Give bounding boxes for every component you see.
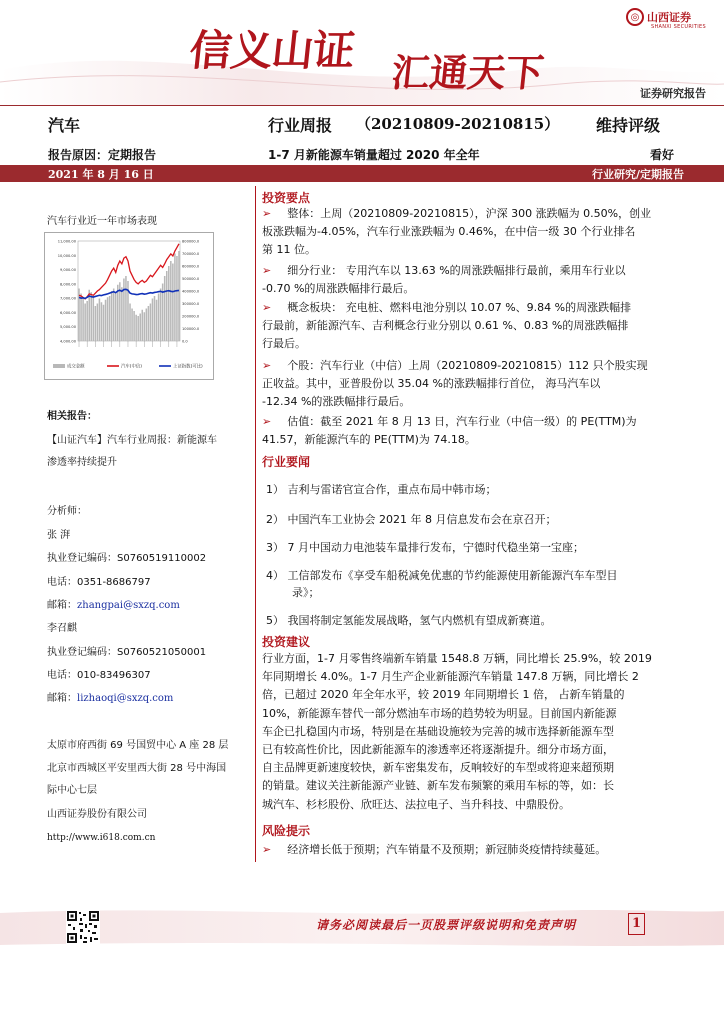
highlight-valuation-line-1: 估值：截至 2021 年 8 月 13 日，汽车行业（中信一级）的 PE(TTM)为 xyxy=(287,415,637,428)
left-axis-tick-label: 7,000.00 xyxy=(59,296,76,301)
news-item-1: 1） 吉利与雷诺官宣合作，重点布局中韩市场； xyxy=(266,483,497,496)
report-category-tag: 行业研究/定期报告 xyxy=(591,168,684,181)
company-website-link[interactable]: http://www.i618.com.cn xyxy=(47,833,156,843)
left-axis-tick-label: 10,000.00 xyxy=(57,253,76,258)
volume-bar xyxy=(93,296,95,341)
company-name-en: SHANXI SECURITIES xyxy=(651,24,706,30)
right-axis-tick-label: 300000.0 xyxy=(182,302,200,306)
right-axis-tick-label: 0.0 xyxy=(182,339,188,344)
analyst1-tel: 电话：0351-8686797 xyxy=(47,577,151,588)
highlight-valuation xyxy=(262,413,690,449)
volume-bar xyxy=(133,311,135,341)
slogan-right: 汇通天下 xyxy=(389,50,547,95)
related-report-link-2[interactable]: 渗透率持续提升 xyxy=(47,457,117,468)
highlight-overall xyxy=(262,205,690,259)
rating: 维持评级 xyxy=(596,116,661,135)
analyst1-name: 张 湃 xyxy=(47,530,71,541)
volume-bar xyxy=(97,304,99,342)
analyst1-reg: 执业登记编码：S0760519110002 xyxy=(47,553,207,564)
rating-view: 看好 xyxy=(650,148,675,162)
volume-bar xyxy=(154,296,156,341)
company-name: 山西证券 xyxy=(647,10,691,24)
highlight-stocks-line-3: -12.34 %的涨跌幅排行最后。 xyxy=(262,395,411,408)
volume-bar xyxy=(99,299,101,342)
section-advice-title: 投资建议 xyxy=(262,635,311,649)
analyst2-tel: 电话：010-83496307 xyxy=(47,670,151,681)
company-full-name: 山西证券股份有限公司 xyxy=(47,809,147,820)
report-category: 证券研究报告 xyxy=(640,87,706,100)
related-label: 相关报告： xyxy=(47,411,97,422)
advice-line-5: 车企已扎稳国内市场，特别是在基础设施较为完善的城市选择新能源车型 xyxy=(262,724,614,738)
bullet-icon: ➢ xyxy=(262,301,272,314)
volume-bar xyxy=(174,254,176,342)
left-axis-tick-label: 9,000.00 xyxy=(59,268,76,273)
advice-line-2: 年同期增长 4.0%。1-7 月生产企业新能源汽车销量 147.8 万辆，同比增长 2 xyxy=(262,670,639,684)
bullet-icon: ➢ xyxy=(262,264,272,277)
analyst2-email-label: 邮箱： xyxy=(47,693,77,704)
volume-bar xyxy=(139,314,141,342)
news-item-4-line-2: 录》； xyxy=(292,586,320,599)
volume-bar xyxy=(166,271,168,341)
news-item-3: 3） 7 月中国动力电池装车量排行发布，宁德时代稳坐第一宝座； xyxy=(266,541,584,554)
analyst1-email-link[interactable]: zhangpai@sxzq.com xyxy=(77,600,180,611)
volume-bar xyxy=(144,312,146,341)
volume-bar xyxy=(172,264,174,342)
column-divider xyxy=(255,186,256,862)
volume-bar xyxy=(107,297,109,341)
qr-code-icon xyxy=(66,910,100,944)
page-number: 1 xyxy=(628,913,645,935)
right-axis-tick-label: 200000.0 xyxy=(182,314,200,319)
bullet-icon: ➢ xyxy=(262,843,272,856)
volume-bar xyxy=(125,276,127,341)
highlight-concept-line-3: 行最后。 xyxy=(262,337,306,350)
advice-line-6: 已有较高性价比，因此新能源车的渗透率还将逐渐提升。细分市场方面， xyxy=(262,743,614,757)
analyst-label: 分析师： xyxy=(47,506,87,517)
address-beijing-1: 北京市西城区平安里西大街 28 号中海国 xyxy=(47,763,227,774)
legend-label: 成交金额 xyxy=(67,364,85,370)
volume-bar xyxy=(135,315,137,341)
legend-label: 汽车(中信) xyxy=(121,364,142,370)
volume-bar xyxy=(168,266,170,341)
volume-bar xyxy=(84,304,86,342)
volume-bar xyxy=(158,294,160,342)
risk-item xyxy=(262,841,690,859)
footer-disclaimer: 请务必阅读最后一页股票评级说明和免责声明 xyxy=(316,918,577,932)
volume-bar xyxy=(111,291,113,341)
date-bar xyxy=(0,165,724,182)
right-axis-tick-label: 800000.0 xyxy=(182,239,200,244)
analyst2-email-row xyxy=(47,692,173,706)
highlight-concept-line-2: 行最前，新能源汽车、吉利概念行业分别以 0.61 %、0.83 %的周涨跌幅排 xyxy=(262,319,629,332)
volume-bar xyxy=(103,305,105,341)
advice-line-7: 自主品牌更新速度较快，新车密集发布，反响较好的车型或将迎来超预期 xyxy=(262,761,614,775)
volume-bar xyxy=(141,310,143,341)
header-banner xyxy=(0,0,724,106)
advice-line-4: 10%，新能源车替代一部分燃油车市场的趋势较为明显。目前国内新能源 xyxy=(262,706,617,720)
highlight-overall-line-2: 板涨跌幅为-4.05%，汽车行业涨跌幅为 0.46%，在中信一级 30 个行业排名 xyxy=(262,225,636,238)
bullet-icon: ➢ xyxy=(262,415,272,428)
report-reason: 报告原因：定期报告 xyxy=(48,148,157,162)
report-period: （20210809-20210815） xyxy=(356,115,560,133)
analyst2-name: 李召麒 xyxy=(47,623,77,634)
volume-bar xyxy=(131,309,133,342)
left-axis-tick-label: 5,000.00 xyxy=(59,325,76,330)
volume-bar xyxy=(156,300,158,341)
volume-bar xyxy=(90,292,92,341)
analyst2-reg: 执业登记编码：S0760521050001 xyxy=(47,647,207,658)
slogan-left: 信义山证 xyxy=(187,26,357,75)
related-report-link-1[interactable]: 【山证汽车】汽车行业周报：新能源车 xyxy=(47,435,217,446)
highlight-concept xyxy=(262,299,690,353)
market-chart-svg xyxy=(45,233,213,379)
highlight-stocks xyxy=(262,357,690,411)
address-taiyuan: 太原市府西街 69 号国贸中心 A 座 28 层 xyxy=(47,740,229,751)
highlight-segment xyxy=(262,262,690,298)
left-axis-tick-label: 6,000.00 xyxy=(59,310,76,315)
legend-label: 上证指数(可比) xyxy=(173,364,203,370)
volume-bar xyxy=(113,289,115,342)
volume-bar xyxy=(178,251,180,341)
right-axis-tick-label: 600000.0 xyxy=(182,264,200,269)
bullet-icon: ➢ xyxy=(262,207,272,220)
chart-title: 汽车行业近一年市场表现 xyxy=(47,216,157,227)
volume-bar xyxy=(95,306,97,341)
report-date: 2021 年 8 月 16 日 xyxy=(48,168,154,181)
highlight-stocks-line-2: 正收益。其中，亚普股份以 35.04 %的涨跌幅排行首位， 海马汽车以 xyxy=(262,377,601,390)
news-item-4 xyxy=(266,567,686,601)
right-axis-tick-label: 400000.0 xyxy=(182,289,200,294)
highlight-valuation-line-2: 41.57，新能源汽车的 PE(TTM)为 74.18。 xyxy=(262,433,476,446)
section-highlights-title: 投资要点 xyxy=(262,191,311,205)
volume-bar xyxy=(129,304,131,342)
news-item-2: 2） 中国汽车工业协会 2021 年 8 月信息发布会在京召开； xyxy=(266,513,557,526)
volume-bar xyxy=(115,294,117,342)
volume-bar xyxy=(78,289,80,342)
analyst1-email-row xyxy=(47,599,180,613)
advice-line-9: 城汽车、杉杉股份、欣旺达、法拉电子、当升科技、中鼎股份。 xyxy=(262,797,570,811)
volume-bar xyxy=(117,285,119,341)
volume-bar xyxy=(86,301,88,341)
advice-line-8: 的销量。建议关注新能源产业链、新车发布频繁的乘用车标的等，如：长 xyxy=(262,779,614,793)
section-news-title: 行业要闻 xyxy=(262,455,311,469)
volume-bar xyxy=(164,276,166,341)
volume-bar xyxy=(148,306,150,341)
right-axis-tick-label: 500000.0 xyxy=(182,277,200,281)
analyst1-email-label: 邮箱： xyxy=(47,600,77,611)
volume-bar xyxy=(101,302,103,341)
volume-bar xyxy=(150,304,152,342)
news-item-4-line-1: 4） 工信部发布《享受车船税减免优惠的节约能源使用新能源汽车车型目 xyxy=(266,569,618,582)
left-axis-tick-label: 11,000.00 xyxy=(57,239,76,244)
advice-line-3: 倍，已超过 2020 年全年水平，较 2019 年同期增长 1 倍， 占新车销量的 xyxy=(262,688,625,702)
advice-line-1: 行业方面，1-7 月零售终端新车销量 1548.8 万辆，同比增长 25.9%，较 2019 xyxy=(262,652,652,665)
industry-name: 汽车 xyxy=(48,116,81,135)
volume-bar xyxy=(82,297,84,341)
highlight-overall-line-1: 整体：上周（20210809-20210815），沪深 300 涨跌幅为 0.50%，创业 xyxy=(287,207,652,220)
highlight-stocks-line-1: 个股：汽车行业（中信）上周（20210809-20210815）112 只个股实现 xyxy=(287,359,648,372)
highlight-segment-line-1: 细分行业： 专用汽车以 13.63 %的周涨跌幅排行最前，乘用车行业以 xyxy=(287,264,626,277)
volume-bar xyxy=(137,316,139,341)
volume-bar xyxy=(152,299,154,342)
news-item-5: 5） 我国将制定氢能发展战略，氢气内燃机有望成新赛道。 xyxy=(266,614,552,627)
highlight-overall-line-3: 第 11 位。 xyxy=(262,243,316,256)
advice-paragraph xyxy=(262,650,690,814)
volume-bar xyxy=(88,290,90,341)
volume-bar xyxy=(80,294,82,342)
logo-mark-icon: ◎ xyxy=(626,8,644,26)
section-risk-title: 风险提示 xyxy=(262,824,311,838)
report-type: 行业周报 xyxy=(268,116,333,135)
report-headline: 1-7 月新能源车销量超过 2020 年全年 xyxy=(268,148,480,162)
right-axis-tick-label: 700000.0 xyxy=(182,252,200,256)
address-beijing-2: 际中心七层 xyxy=(47,785,97,796)
market-chart xyxy=(44,232,214,380)
volume-bar xyxy=(109,296,111,341)
volume-bar xyxy=(176,256,178,341)
analyst2-email-link[interactable]: lizhaoqi@sxzq.com xyxy=(77,693,174,704)
volume-bar xyxy=(146,309,148,342)
legend-swatch-bar xyxy=(53,364,65,368)
highlight-concept-line-1: 概念板块： 充电桩、燃料电池分别以 10.07 %、9.84 %的周涨跌幅排 xyxy=(287,301,632,314)
left-axis-tick-label: 8,000.00 xyxy=(59,282,76,287)
volume-bar xyxy=(170,261,172,341)
volume-bar xyxy=(123,279,125,342)
highlight-segment-line-2: -0.70 %的周涨跌幅排行最后。 xyxy=(262,282,415,295)
banner-background xyxy=(0,0,724,106)
risk-text: 经济增长低于预期；汽车销量不及预期；新冠肺炎疫情持续蔓延。 xyxy=(287,843,607,856)
right-axis-tick-label: 100000.0 xyxy=(182,327,200,331)
volume-bar xyxy=(105,300,107,341)
bullet-icon: ➢ xyxy=(262,359,272,372)
volume-bar xyxy=(121,287,123,341)
left-axis-tick-label: 4,000.00 xyxy=(59,339,76,344)
volume-bar xyxy=(160,289,162,342)
